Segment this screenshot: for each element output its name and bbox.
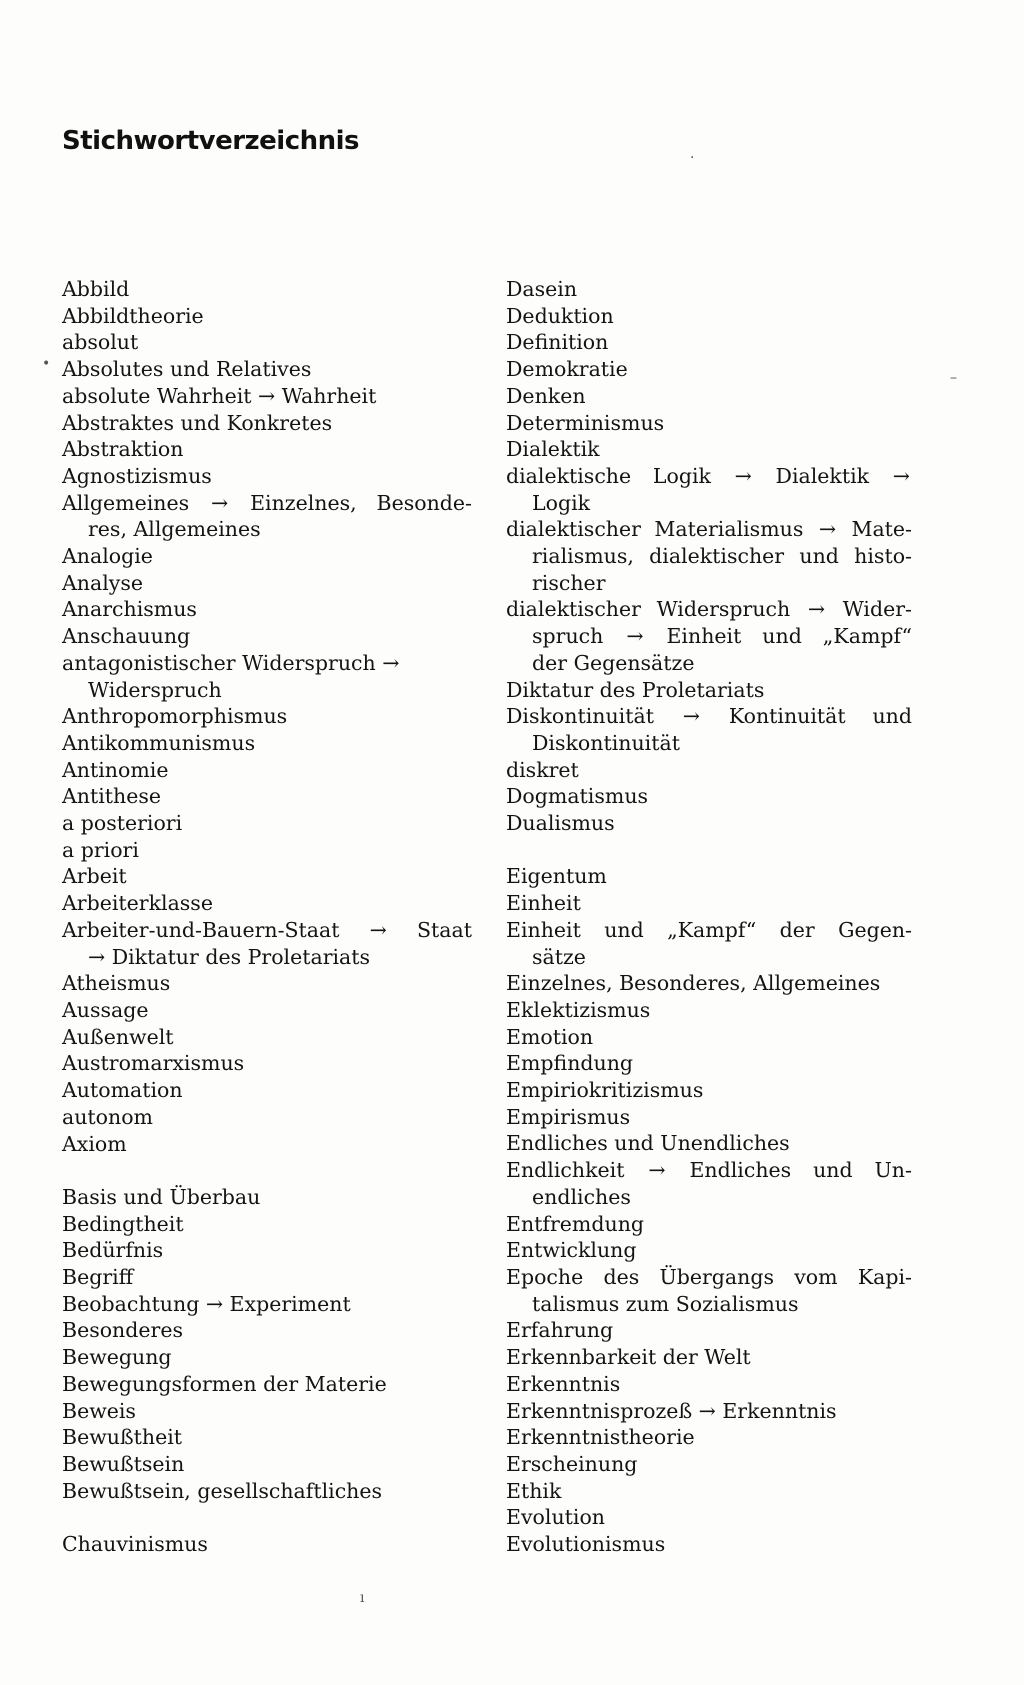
index-entry: Abbildtheorie <box>62 303 204 328</box>
index-entry-continuation <box>506 623 912 650</box>
index-entry <box>506 516 912 543</box>
index-entry: Abstraktion <box>62 437 184 462</box>
index-entry: Definition <box>506 330 609 355</box>
index-word: dialektischer <box>649 544 785 569</box>
index-entry: Analogie <box>62 544 153 569</box>
index-entry: Bewegung <box>62 1345 172 1370</box>
index-entry: autonom <box>62 1104 153 1129</box>
index-word: Epoche <box>506 1265 584 1289</box>
index-word: „Kampf“ <box>822 624 912 649</box>
cross-reference-arrow-icon: → <box>892 463 910 488</box>
index-entry-continuation: res, Allgemeines <box>88 517 261 542</box>
index-word: des <box>603 1265 640 1289</box>
index-word: und <box>799 544 839 569</box>
index-entry-continuation: sätze <box>532 944 586 969</box>
index-word: Gegen- <box>838 917 912 942</box>
index-word: vom <box>794 1265 838 1289</box>
index-word: histo- <box>854 544 912 569</box>
index-entry: Determinismus <box>506 410 665 435</box>
index-entry <box>506 703 912 730</box>
cross-reference-arrow-icon: → <box>648 1158 666 1183</box>
index-entry: Arbeiterklasse <box>62 891 213 916</box>
index-entry-continuation: endliches <box>532 1184 631 1209</box>
index-entry: Ethik <box>506 1478 562 1503</box>
index-word: „Kampf“ <box>667 917 757 942</box>
index-entry: Erkenntnistheorie <box>506 1425 695 1450</box>
index-entry: Beweis <box>62 1398 136 1423</box>
cross-reference-arrow-icon: → <box>734 463 752 488</box>
index-entry: Bewegungsformen der Materie <box>62 1371 387 1396</box>
index-entry: Agnostizismus <box>62 463 212 488</box>
index-entry-continuation: Logik <box>532 490 591 515</box>
index-entry: Emotion <box>506 1024 594 1049</box>
section-gap <box>62 1157 472 1184</box>
index-entry: Antithese <box>62 784 162 809</box>
page-title: Stichwortverzeichnis <box>62 126 360 156</box>
index-word: Un- <box>874 1158 912 1183</box>
index-entry: Analyse <box>62 570 144 595</box>
index-entry: Demokratie <box>506 357 628 382</box>
index-entry-continuation: Diskontinuität <box>532 730 680 755</box>
index-word: Allgemeines <box>62 490 190 515</box>
index-entry: absolute Wahrheit → Wahrheit <box>62 383 377 408</box>
index-entry-continuation: → Diktatur des Proletariats <box>88 944 371 969</box>
index-word: Mate- <box>851 517 912 542</box>
index-entry: antagonistischer Widerspruch → <box>62 650 400 675</box>
index-entry: Bewußtheit <box>62 1425 183 1450</box>
index-entry: Erfahrung <box>506 1318 614 1343</box>
index-entry: Anthropomorphismus <box>62 704 288 729</box>
index-word: Einheit <box>506 917 581 942</box>
index-word: Materialismus <box>654 517 804 542</box>
index-entry: Dialektik <box>506 437 600 462</box>
index-word: Widerspruch <box>656 597 791 622</box>
index-entry: Evolutionismus <box>506 1532 666 1557</box>
index-entry: Erkenntnisprozeß → Erkenntnis <box>506 1398 837 1423</box>
index-entry: Chauvinismus <box>62 1532 208 1557</box>
scan-speck: – <box>950 370 957 386</box>
index-word: Übergangs <box>659 1265 774 1289</box>
index-word: und <box>872 704 912 729</box>
index-entry <box>506 1264 912 1291</box>
index-word: spruch <box>532 624 604 649</box>
scan-speck: ı <box>360 1590 365 1606</box>
index-word: dialektische <box>506 463 632 488</box>
index-entry-continuation <box>506 543 912 570</box>
index-entry-continuation: rischer <box>532 570 606 595</box>
index-word: Einzelnes, <box>250 490 357 515</box>
index-entry: Besonderes <box>62 1318 183 1343</box>
index-entry: Aussage <box>62 997 149 1022</box>
index-word: Arbeiter-und-Bauern-Staat <box>62 917 340 942</box>
index-word: dialektischer <box>506 517 641 542</box>
index-entry: Abbild <box>62 277 130 301</box>
index-entry: Automation <box>62 1078 183 1103</box>
section-gap <box>506 837 912 864</box>
index-entry: Begriff <box>62 1265 134 1289</box>
index-word: Diskontinuität <box>506 704 654 729</box>
index-word: dialektischer <box>506 597 641 622</box>
index-entry: Antikommunismus <box>62 730 256 755</box>
index-entry: Bewußtsein, gesellschaftliches <box>62 1478 383 1503</box>
index-entry: Entwicklung <box>506 1238 637 1263</box>
index-entry: Außenwelt <box>62 1024 174 1049</box>
index-entry: Anarchismus <box>62 597 197 622</box>
index-column-left <box>62 276 472 1558</box>
index-entry: Entfremdung <box>506 1211 645 1236</box>
index-entry: Abstraktes und Konkretes <box>62 410 333 435</box>
index-entry: diskret <box>506 757 579 782</box>
index-entry <box>506 917 912 944</box>
index-entry: Eigentum <box>506 864 607 889</box>
index-entry-continuation: Widerspruch <box>88 677 222 702</box>
index-entry: a priori <box>62 837 139 862</box>
index-entry: Denken <box>506 383 586 408</box>
scan-speck: · <box>690 150 695 166</box>
index-entry <box>62 917 472 944</box>
index-word: Endliches <box>689 1158 792 1183</box>
index-word: Logik <box>652 463 711 488</box>
index-entry: Austromarxismus <box>62 1051 245 1076</box>
index-word: der <box>779 917 815 942</box>
index-word: und <box>762 624 802 649</box>
index-word: Kapi- <box>857 1265 912 1289</box>
index-entry: Erkennbarkeit der Welt <box>506 1345 751 1370</box>
index-entry: Axiom <box>62 1131 127 1156</box>
cross-reference-arrow-icon: → <box>807 597 826 622</box>
index-entry: Empfindung <box>506 1051 634 1076</box>
index-word: Besonde- <box>376 490 472 515</box>
cross-reference-arrow-icon: → <box>818 517 837 542</box>
index-entry: Einzelnes, Besonderes, Allgemeines <box>506 971 881 996</box>
index-entry: Evolution <box>506 1505 605 1530</box>
index-word: rialismus, <box>532 544 634 569</box>
index-entry <box>506 596 912 623</box>
index-entry: Beobachtung → Experiment <box>62 1291 351 1316</box>
index-entry <box>62 490 472 517</box>
index-entry: Antinomie <box>62 757 169 782</box>
index-entry: Atheismus <box>62 971 171 996</box>
index-entry: Einheit <box>506 891 581 916</box>
index-word: Staat <box>417 917 472 942</box>
index-entry: Diktatur des Proletariats <box>506 677 765 702</box>
index-entry: Bedingtheit <box>62 1211 184 1236</box>
index-entry: absolut <box>62 330 139 355</box>
index-entry <box>506 1157 912 1184</box>
index-word: und <box>813 1158 853 1183</box>
index-entry: Absolutes und Relatives <box>62 357 312 382</box>
index-word: Einheit <box>666 624 742 649</box>
index-entry: Basis und Überbau <box>62 1184 261 1209</box>
index-entry: Dasein <box>506 277 578 301</box>
index-word: Dialektik <box>775 463 870 488</box>
index-entry: Empirismus <box>506 1104 631 1129</box>
index-entry: Endliches und Unendliches <box>506 1131 790 1156</box>
cross-reference-arrow-icon: → <box>626 624 644 649</box>
cross-reference-arrow-icon: → <box>211 490 229 515</box>
index-entry: Bewußtsein <box>62 1451 185 1476</box>
index-entry: Anschauung <box>62 624 191 649</box>
scan-speck: • <box>42 356 51 372</box>
index-entry: Bedürfnis <box>62 1238 164 1263</box>
index-word: Kontinuität <box>728 704 846 729</box>
index-entry: Eklektizismus <box>506 997 651 1022</box>
index-column-right <box>506 276 912 1558</box>
index-entry: Erscheinung <box>506 1451 638 1476</box>
index-word: und <box>604 917 644 942</box>
index-entry-continuation: der Gegensätze <box>532 650 695 675</box>
section-gap <box>62 1504 472 1531</box>
index-entry-continuation: talismus zum Sozialismus <box>532 1291 799 1316</box>
cross-reference-arrow-icon: → <box>682 704 700 729</box>
index-word: Endlichkeit <box>506 1158 625 1183</box>
index-entry: Dualismus <box>506 811 615 836</box>
index-entry: a posteriori <box>62 811 183 836</box>
index-entry <box>506 463 912 490</box>
index-entry: Deduktion <box>506 303 614 328</box>
index-entry: Empiriokritizismus <box>506 1078 704 1103</box>
cross-reference-arrow-icon: → <box>369 917 387 942</box>
index-word: Wider- <box>842 597 912 622</box>
index-entry: Dogmatismus <box>506 784 649 809</box>
index-entry: Arbeit <box>62 864 127 889</box>
index-entry: Erkenntnis <box>506 1371 621 1396</box>
